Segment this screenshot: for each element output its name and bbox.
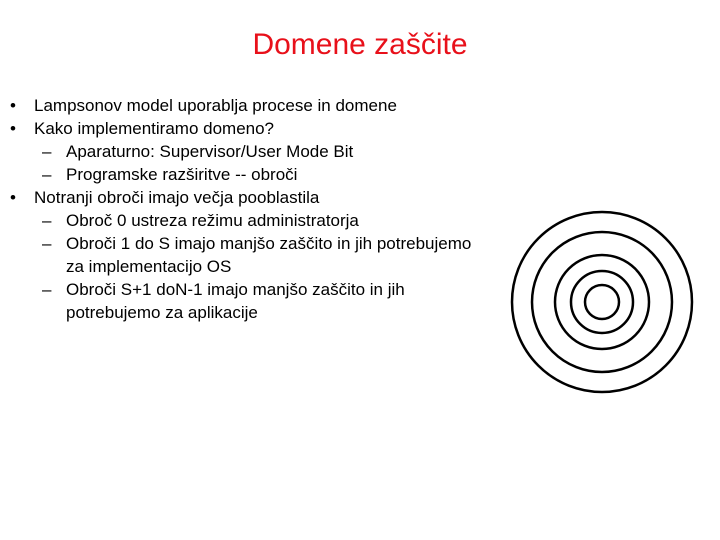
sub-bullet-text: Programske razširitve -- obroči [66,165,298,184]
bullet-item [10,94,490,117]
bullet-marker: • [10,96,16,115]
dash-marker: – [42,234,52,253]
sub-bullet-item [10,163,490,186]
sub-bullet-item [10,232,490,278]
bullet-marker: • [10,119,16,138]
bullet-marker: • [10,188,16,207]
protection-rings-diagram [508,200,698,405]
ring-2 [555,255,649,349]
sub-bullet-text: Aparaturno: Supervisor/User Mode Bit [66,142,354,161]
sub-bullet-item [10,209,490,232]
dash-marker: – [42,280,52,299]
sub-bullet-text: Obroči S+1 doN-1 imajo manjšo zaščito in jih potrebujemo za aplikacije [66,280,405,322]
ring-1 [571,271,633,333]
sub-bullet-item [10,140,490,163]
ring-3 [532,232,672,372]
dash-marker: – [42,142,52,161]
ring-outer [512,212,692,392]
dash-marker: – [42,165,52,184]
dash-marker: – [42,211,52,230]
bullet-text: Notranji obroči imajo večja pooblastila [34,188,320,207]
bullet-item [10,117,490,140]
ring-0 [585,285,619,319]
sub-bullet-text: Obroči 1 do S imajo manjšo zaščito in jih potrebujemo za implementacijo OS [66,234,472,276]
bullet-list [10,94,490,324]
bullet-item [10,186,490,209]
slide-title: Domene zaščite [252,28,468,61]
bullet-text: Lampsonov model uporablja procese in domene [34,96,397,115]
bullet-text: Kako implementiramo domeno? [34,119,275,138]
sub-bullet-text: Obroč 0 ustreza režimu administratorja [66,211,359,230]
sub-bullet-item [10,278,490,324]
